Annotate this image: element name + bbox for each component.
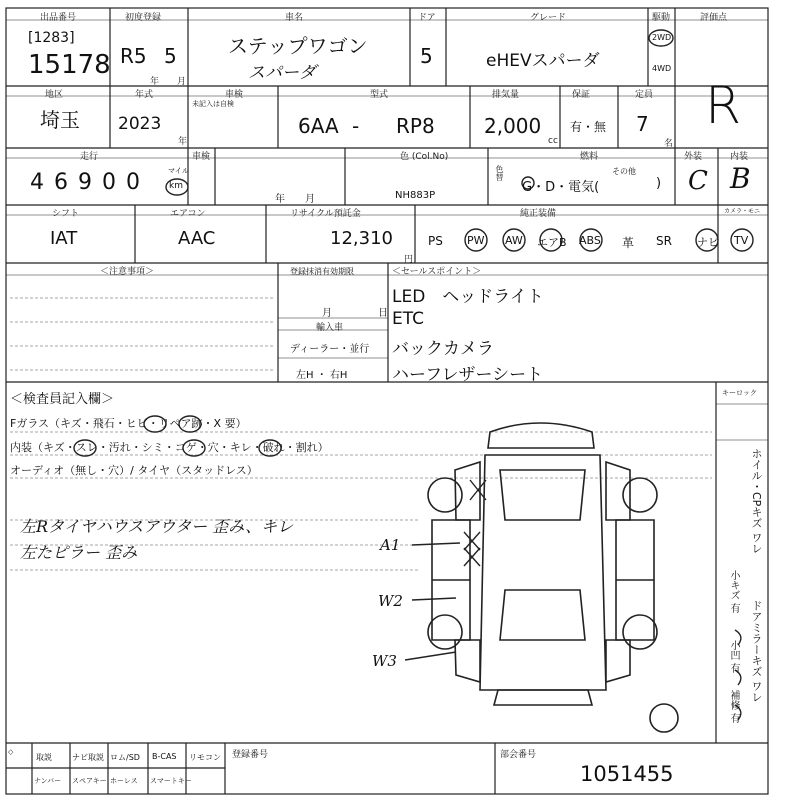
footer-manual: 取説	[36, 753, 52, 762]
drive-label: 駆動	[652, 13, 671, 23]
footer-number: ナンバー	[34, 777, 62, 785]
handwritten-note-2: 左たピラー 歪み	[20, 543, 138, 562]
side-wheel-note: ホイル・CPキズ ワレ	[750, 448, 763, 554]
equip-tv: TV	[734, 234, 749, 247]
door-label: ドア	[418, 13, 436, 23]
reg-year-unit: 年	[150, 77, 160, 87]
year-label: 年式	[135, 90, 154, 100]
fuel-label: 燃料	[580, 152, 599, 162]
model-prefix: 6AA	[298, 114, 339, 138]
warranty-label: 保証	[572, 90, 591, 100]
mileage-label: 走行	[80, 152, 99, 162]
color-change: 色替	[495, 165, 504, 181]
mileage-unit-km: km	[169, 181, 183, 191]
car-name-label: 車名	[285, 13, 304, 23]
sales-point-1: LED ヘッドライト	[392, 287, 544, 307]
model-year: 2023	[118, 114, 162, 134]
footer-remote: リモコン	[189, 753, 221, 762]
period-label: 年 月	[275, 194, 315, 205]
footer-keyless: ホーレス	[110, 777, 138, 785]
reg-era: R5	[120, 44, 147, 68]
footer-bcas: B-CAS	[152, 752, 177, 761]
footer-rom: ロム/SD	[110, 753, 140, 762]
equip-leather: 革	[622, 236, 635, 250]
capacity-unit: 名	[664, 139, 674, 149]
equip-navi: ナビ	[697, 236, 719, 249]
ac: AAC	[178, 228, 216, 249]
shift: IAT	[50, 228, 78, 249]
mileage-unit-mile: マイル	[168, 167, 189, 175]
handle-side: 左H ・ 右H	[296, 370, 348, 381]
ac-label: エアコン	[170, 209, 206, 219]
color-label: 色 (Col.No)	[400, 152, 449, 162]
reg-expiry-label: 登録抹消有効期限	[290, 267, 354, 276]
score: R	[705, 76, 742, 136]
footer-navi-manual: ナビ取説	[72, 753, 104, 762]
lot-number: 15178	[28, 50, 111, 80]
capacity: 7	[636, 112, 649, 136]
displacement-label: 排気量	[492, 90, 520, 100]
exterior-grade: C	[688, 166, 708, 196]
lot-sub: [1283]	[28, 30, 75, 46]
mileage: 46900	[30, 170, 150, 195]
import-label: 輸入車	[316, 323, 344, 333]
interior-grade: B	[730, 162, 751, 195]
score-label: 評価点	[700, 13, 728, 23]
side-small-dent: 小凹 有	[728, 640, 739, 674]
recycle-unit: 円	[404, 255, 414, 265]
equip-label: 純正装備	[520, 209, 557, 219]
keylock-label: キーロック	[722, 389, 757, 397]
sales-point-4: ハーフレザーシート	[392, 365, 544, 385]
drive-4wd: 4WD	[652, 64, 672, 73]
first-reg-label: 初度登録	[125, 13, 162, 23]
footer-smart-key: スマートキー	[150, 777, 192, 785]
inspect-note: 未記入は自検	[192, 100, 234, 108]
side-repair: 補修 有	[728, 690, 739, 724]
sales-point-3: バックカメラ	[392, 339, 494, 359]
reg-month-unit: 月	[177, 77, 187, 87]
dept-number-label: 部会番号	[500, 750, 537, 760]
grade: eHEVスパーダ	[486, 51, 600, 71]
model-label: 型式	[370, 90, 389, 100]
shift-label: シフト	[52, 209, 80, 219]
equip-sr: SR	[656, 234, 672, 248]
interior-line: 内装（キズ・スレ・汚れ・シミ・コゲ・穴・キレ・破れ・割れ）	[10, 441, 329, 454]
recycle-label: リサイクル預託金	[290, 209, 361, 219]
exterior-label: 外装	[684, 152, 703, 162]
model-code: RP8	[396, 114, 435, 138]
lot-label: 出品番号	[40, 13, 77, 23]
camera-label: カメラ・モニ	[724, 208, 761, 215]
car-name: ステップワゴン	[228, 34, 368, 58]
side-mirror-note: ドアミラーキズ ワレ	[750, 600, 763, 703]
displacement: 2,000	[484, 114, 542, 138]
sales-point-2: ETC	[392, 309, 424, 329]
dept-number: 1051455	[580, 762, 674, 786]
grade-label: グレード	[530, 13, 567, 23]
equip-airbag: エアB	[537, 236, 567, 249]
fuel: G・D・電気(	[522, 180, 600, 195]
damage-a1: A1	[380, 536, 401, 554]
import-route: ディーラー・並行	[290, 344, 370, 355]
color-code: NH883P	[395, 190, 436, 201]
area-label: 地区	[45, 90, 64, 100]
windshield-line: Fガラス（キズ・飛石・ヒビ・リペア跡・X 要）	[10, 417, 247, 430]
footer-mark: ◇	[8, 748, 14, 756]
model-year-unit: 年	[178, 137, 188, 147]
damage-w3: W3	[372, 652, 397, 670]
sales-point-label: ＜セールスポイント＞	[392, 267, 482, 277]
reg-day-unit: 日	[378, 308, 388, 319]
inspector-title: ＜検査員記入欄＞	[10, 392, 115, 407]
model-dash: -	[352, 114, 360, 138]
reg-month: 5	[164, 44, 177, 68]
damage-w2: W2	[378, 592, 403, 610]
registration-number-label: 登録番号	[232, 750, 269, 760]
car-diagram	[428, 423, 678, 732]
equip-aw: AW	[505, 234, 523, 247]
warranty: 有・無	[570, 120, 607, 134]
footer-spare-key: スペアキー	[72, 777, 107, 785]
class-label: 車検	[192, 152, 211, 162]
side-small-scratch: 小キズ 有	[728, 570, 739, 614]
capacity-label: 定員	[635, 90, 654, 100]
doors: 5	[420, 44, 433, 68]
car-subname: スパーダ	[248, 63, 316, 83]
inspect-label: 車検	[225, 90, 244, 100]
reg-month-unit: 月	[322, 308, 332, 319]
fuel-close: )	[656, 176, 662, 191]
handwritten-note-1: 左Rタイヤハウスアウター 歪み、キレ	[20, 517, 293, 536]
audio-tire-line: オーディオ（無し・穴）/ タイヤ（スタッドレス）	[10, 464, 258, 477]
equip-abs: ABS	[579, 234, 601, 247]
equip-ps: PS	[428, 234, 443, 248]
interior-label: 内装	[730, 152, 749, 162]
displacement-unit: cc	[548, 136, 558, 146]
recycle-fee: 12,310	[330, 228, 393, 249]
notes-label: ＜注意事項＞	[100, 267, 155, 277]
equip-pw: PW	[467, 234, 485, 247]
area: 埼玉	[40, 108, 80, 132]
fuel-other: その他	[612, 167, 636, 176]
drive-2wd: 2WD	[652, 33, 672, 42]
